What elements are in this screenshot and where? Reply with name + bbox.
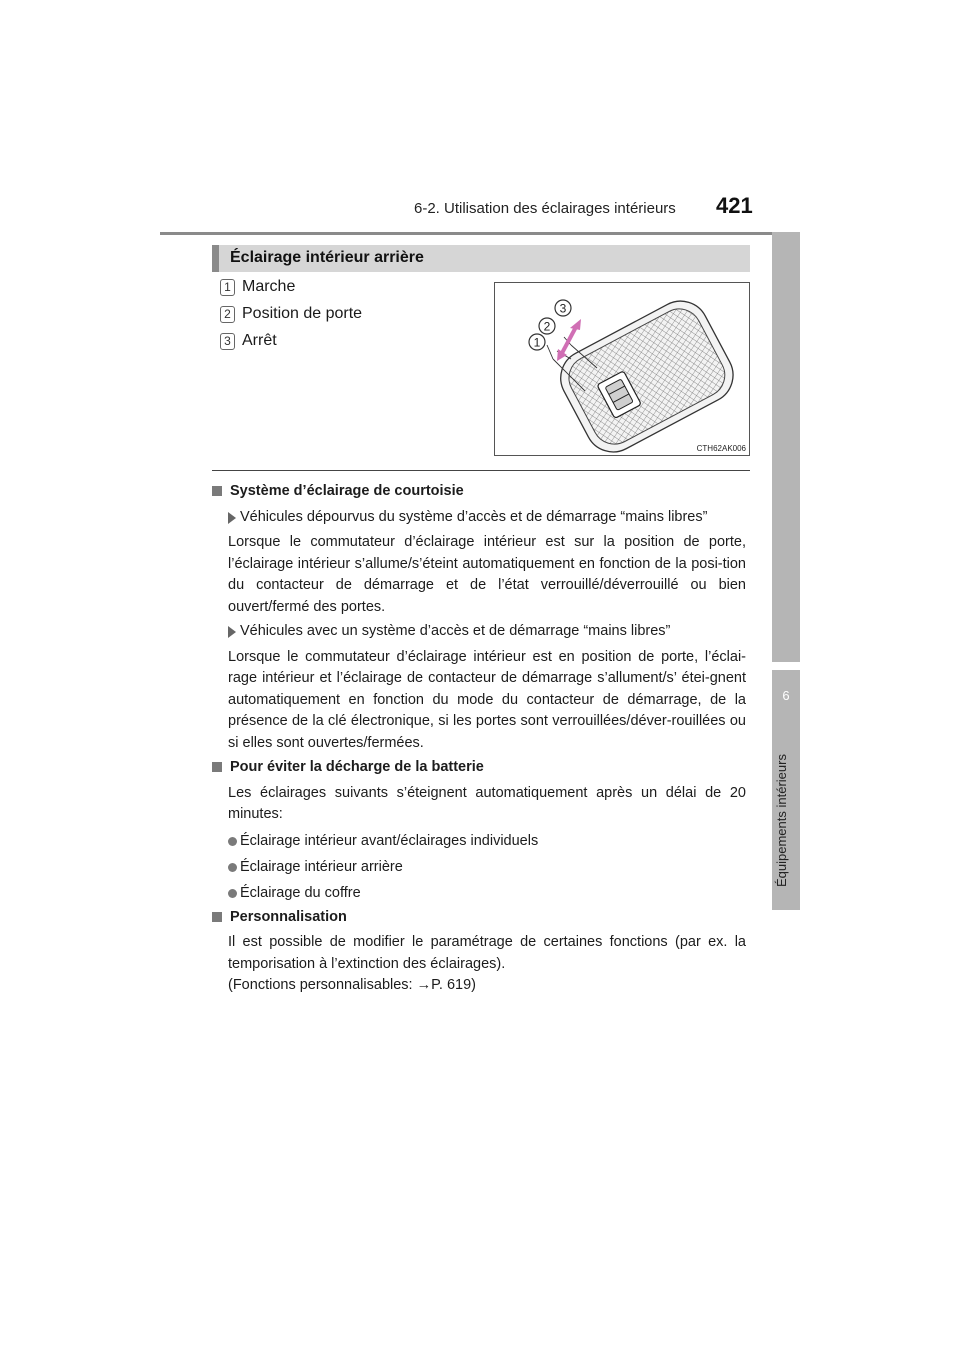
position-label: Marche — [242, 278, 296, 295]
number-badge: 2 — [220, 306, 235, 323]
light-drawing — [495, 283, 749, 455]
chapter-side-tab — [772, 670, 800, 910]
list-item: Éclairage intérieur arrière — [212, 855, 746, 879]
page-number: 421 — [716, 193, 753, 218]
rear-light-illustration — [494, 282, 750, 456]
condition-item: Véhicules dépourvus du système d’accès et de démarrage “mains libres” — [212, 507, 746, 529]
position-label: Arrêt — [242, 332, 277, 349]
square-bullet-icon — [212, 912, 222, 922]
triangle-bullet-icon — [228, 626, 236, 638]
subheading-battery: Pour éviter la décharge de la batterie — [212, 757, 746, 779]
separator-rule — [212, 470, 750, 471]
callout-1: 1 — [533, 335, 541, 350]
callout-2: 2 — [543, 319, 551, 334]
chapter-number: 6 — [782, 688, 790, 703]
figure-code: CTH62AK006 — [696, 444, 746, 453]
paragraph: Lorsque le commutateur d’éclairage intérieur est sur la position de porte, l’éclairage intérieur s’allume/s’éteint automatiquement en fonction de la posi-tion du contacteur de démarrage et de l’état verrouillé/déverrouillé ou bien ouvert/fermé des portes. — [228, 534, 746, 615]
header-section-title: 6-2. Utilisation des éclairages intérieurs — [414, 200, 676, 217]
position-label: Position de porte — [242, 305, 363, 322]
square-bullet-icon — [212, 486, 222, 496]
side-tab-upper — [772, 232, 800, 662]
cross-reference[interactable]: (Fonctions personnalisables: →P. 619) — [228, 977, 476, 993]
notes-content — [212, 481, 746, 1000]
number-badge: 3 — [220, 333, 235, 350]
round-bullet-icon — [228, 863, 237, 872]
square-bullet-icon — [212, 762, 222, 772]
subheading-courtesy: Système d’éclairage de courtoisie — [212, 481, 746, 503]
triangle-bullet-icon — [228, 512, 236, 524]
paragraph: Les éclairages suivants s’éteignent automatiquement après un délai de 20 minutes: — [228, 784, 746, 822]
callout-3: 3 — [559, 301, 567, 316]
list-item: Éclairage intérieur avant/éclairages individuels — [212, 829, 746, 853]
chapter-title: Équipements intérieurs — [774, 754, 789, 888]
section-title: Éclairage intérieur arrière — [230, 249, 424, 266]
paragraph: Il est possible de modifier le paramétrage de certaines fonctions (par ex. la temporisation à l’extinction des éclairages). — [228, 934, 746, 972]
paragraph: Lorsque le commutateur d’éclairage intérieur est en position de porte, l’éclai-rage intérieur et l’éclairage de contacteur de démarrage s’allument/s’ étei-gnent automatiquement en fonction du mode du contacteur de démarrage, de la présence de la clé électronique, si les portes sont verrouillées/déver-rouillées ou si elles sont ouvertes/fermées. — [228, 648, 746, 751]
round-bullet-icon — [228, 837, 237, 846]
round-bullet-icon — [228, 889, 237, 898]
subheading-personnalisation: Personnalisation — [212, 907, 746, 929]
condition-item: Véhicules avec un système d’accès et de démarrage “mains libres” — [212, 621, 746, 643]
section-heading-bar — [212, 245, 750, 272]
list-item: Éclairage du coffre — [212, 881, 746, 905]
number-badge: 1 — [220, 279, 235, 296]
header-rule — [160, 232, 800, 235]
